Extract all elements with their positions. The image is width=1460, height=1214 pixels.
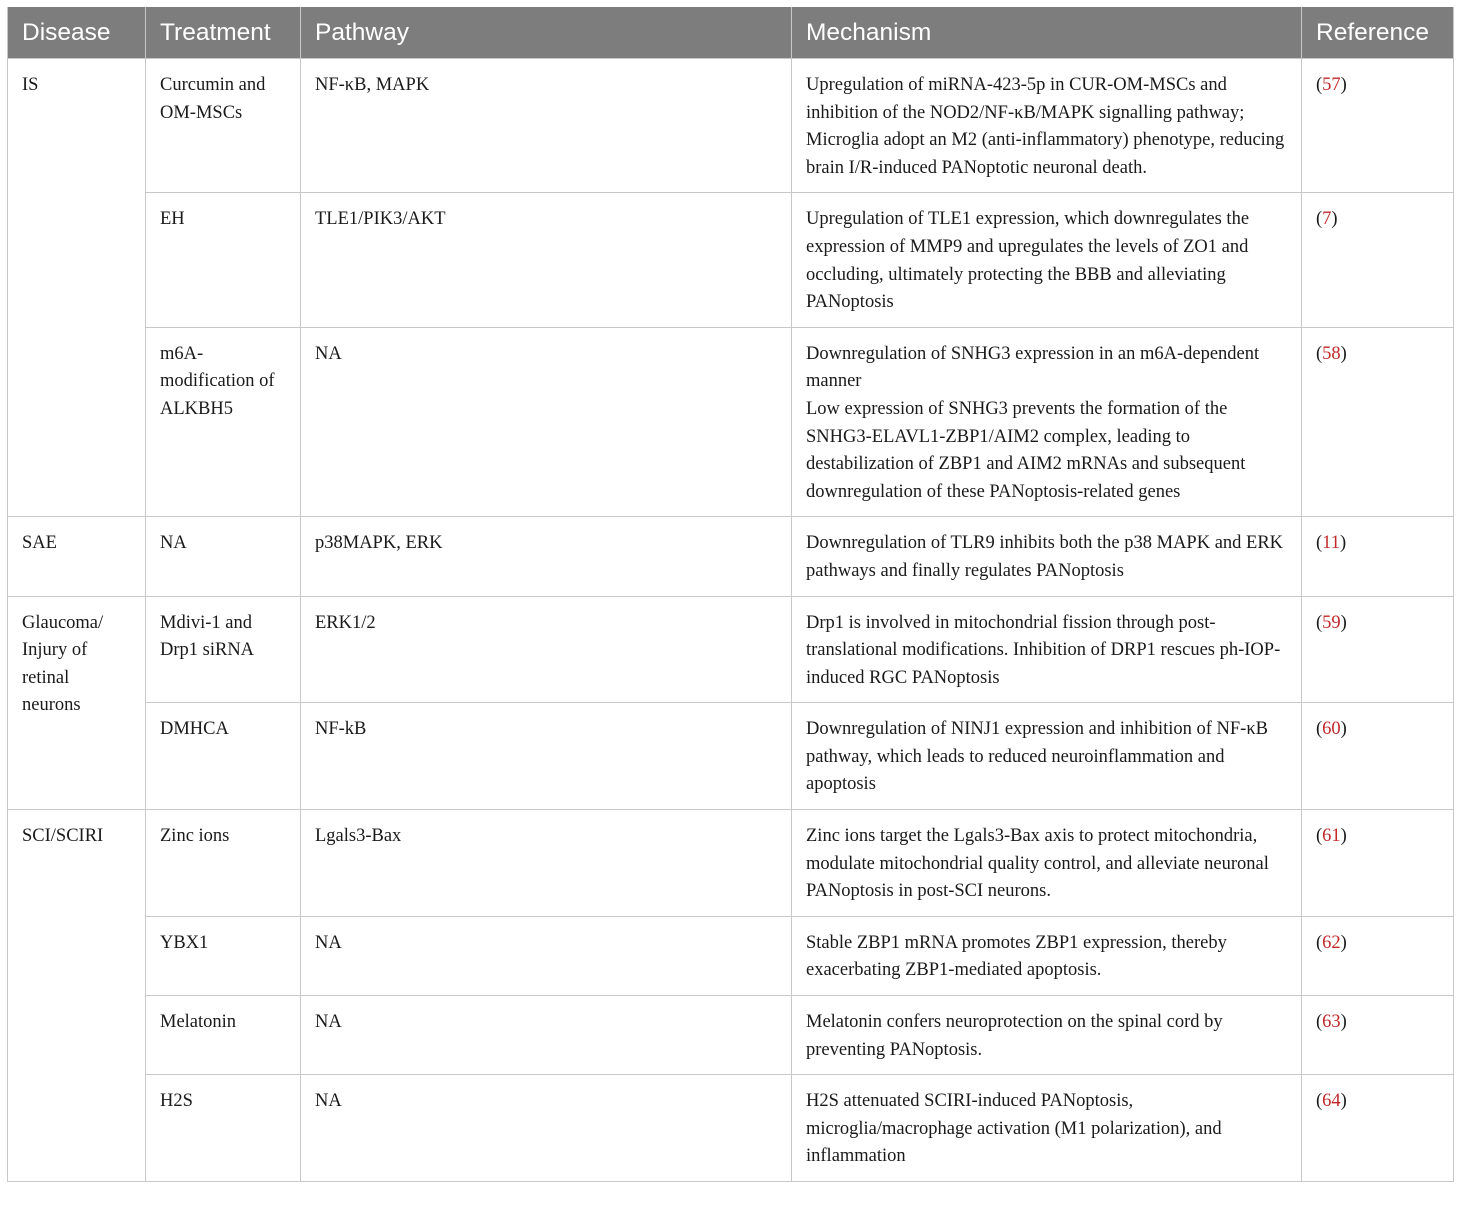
reference-open-paren: ( [1316, 209, 1323, 230]
pathway-cell: NA [301, 1075, 792, 1182]
reference-open-paren: ( [1316, 75, 1323, 95]
reference-cell [1302, 193, 1454, 327]
reference-open-paren: ( [1316, 343, 1323, 364]
reference-close-paren: ) [1340, 75, 1347, 95]
pathway-cell: Lgals3-Bax [301, 810, 792, 917]
mechanism-text: Downregulation of SNHG3 expression in an m6A-dependent manner [806, 343, 1260, 392]
mechanism-cell [792, 1075, 1302, 1182]
pathway-cell: NA [301, 996, 792, 1075]
pathway-cell: NA [301, 327, 792, 517]
reference-link[interactable]: 11 [1322, 533, 1340, 554]
column-header-treatment: Treatment [146, 7, 301, 59]
reference-link[interactable]: 57 [1322, 75, 1341, 95]
mechanism-text: Low expression of SNHG3 prevents the formation of the SNHG3-ELAVL1-ZBP1/AIM2 complex, leading to destabilization of ZBP1 and AIM2 mRNAs and subsequent downregulation of these PANoptosis-related genes [806, 398, 1246, 502]
pathway-cell: NF-kB [301, 703, 792, 810]
mechanism-text: Upregulation of TLE1 expression, which downregulates the expression of MMP9 and upregulates the levels of ZO1 and occluding, ultimately protecting the BBB and alleviating PANoptosis [806, 209, 1250, 313]
table-row [8, 59, 1454, 193]
mechanism-text: Drp1 is involved in mitochondrial fission through post-translational modifications. Inhibition of DRP1 rescues ph-IOP-induced RGC PANoptosis [806, 612, 1281, 688]
reference-close-paren: ) [1340, 826, 1347, 847]
reference-link[interactable]: 63 [1322, 1012, 1341, 1033]
treatment-table [7, 7, 1454, 1182]
reference-cell [1302, 596, 1454, 703]
mechanism-cell [792, 327, 1302, 517]
reference-close-paren: ) [1340, 1012, 1347, 1033]
reference-open-paren: ( [1316, 1091, 1323, 1112]
treatment-cell: m6A-modification of ALKBH5 [146, 327, 301, 517]
reference-close-paren: ) [1340, 1091, 1347, 1112]
pathway-cell: NF-κB, MAPK [301, 59, 792, 193]
reference-close-paren: ) [1340, 533, 1347, 554]
table-container [7, 7, 1453, 1182]
table-row [8, 996, 1454, 1075]
reference-open-paren: ( [1316, 533, 1323, 554]
reference-link[interactable]: 7 [1322, 209, 1332, 230]
pathway-cell: ERK1/2 [301, 596, 792, 703]
table-row [8, 327, 1454, 517]
reference-cell [1302, 517, 1454, 596]
column-header-mechanism: Mechanism [792, 7, 1302, 59]
mechanism-text: Melatonin confers neuroprotection on the spinal cord by preventing PANoptosis. [806, 1012, 1223, 1060]
reference-cell [1302, 916, 1454, 995]
table-row [8, 517, 1454, 596]
column-header-reference: Reference [1302, 7, 1454, 59]
reference-open-paren: ( [1316, 826, 1323, 847]
reference-close-paren: ) [1340, 343, 1347, 364]
table-row [8, 596, 1454, 703]
mechanism-cell [792, 59, 1302, 193]
reference-open-paren: ( [1316, 719, 1323, 740]
disease-cell: Glaucoma/ Injury of retinal neurons [8, 596, 146, 810]
reference-close-paren: ) [1340, 932, 1347, 953]
mechanism-text: Downregulation of TLR9 inhibits both the p38 MAPK and ERK pathways and finally regulates PANoptosis [806, 533, 1284, 581]
mechanism-cell [792, 193, 1302, 327]
mechanism-text: Zinc ions target the Lgals3-Bax axis to protect mitochondria, modulate mitochondrial quality control, and alleviate neuronal PANoptosis in post-SCI neurons. [806, 826, 1269, 902]
reference-close-paren: ) [1340, 612, 1347, 633]
disease-cell: IS [8, 59, 146, 517]
pathway-cell: NA [301, 916, 792, 995]
reference-open-paren: ( [1316, 612, 1323, 633]
reference-close-paren: ) [1331, 209, 1338, 230]
reference-close-paren: ) [1340, 719, 1347, 740]
table-row [8, 703, 1454, 810]
reference-cell [1302, 327, 1454, 517]
reference-cell [1302, 996, 1454, 1075]
mechanism-text: Upregulation of miRNA-423-5p in CUR-OM-MSCs and inhibition of the NOD2/NF-κB/MAPK signalling pathway; Microglia adopt an M2 (anti-inflammatory) phenotype, reducing brain I/R-induced PANoptotic neuronal death. [806, 75, 1285, 178]
reference-link[interactable]: 58 [1322, 343, 1341, 364]
treatment-cell: Melatonin [146, 996, 301, 1075]
table-body [8, 59, 1454, 1182]
reference-link[interactable]: 59 [1322, 612, 1341, 633]
treatment-cell: H2S [146, 1075, 301, 1182]
disease-cell: SAE [8, 517, 146, 596]
mechanism-cell [792, 916, 1302, 995]
reference-link[interactable]: 60 [1322, 719, 1341, 740]
column-header-pathway: Pathway [301, 7, 792, 59]
mechanism-cell [792, 810, 1302, 917]
reference-link[interactable]: 62 [1322, 932, 1341, 953]
pathway-cell: p38MAPK, ERK [301, 517, 792, 596]
treatment-cell: EH [146, 193, 301, 327]
treatment-cell: NA [146, 517, 301, 596]
header-row [8, 7, 1454, 59]
mechanism-cell [792, 703, 1302, 810]
reference-cell [1302, 703, 1454, 810]
treatment-cell: YBX1 [146, 916, 301, 995]
pathway-cell: TLE1/PIK3/AKT [301, 193, 792, 327]
reference-link[interactable]: 61 [1322, 826, 1341, 847]
mechanism-cell [792, 517, 1302, 596]
mechanism-cell [792, 596, 1302, 703]
table-row [8, 193, 1454, 327]
mechanism-text: Stable ZBP1 mRNA promotes ZBP1 expression, thereby exacerbating ZBP1-mediated apoptosis. [806, 932, 1227, 981]
treatment-cell: Mdivi-1 and Drp1 siRNA [146, 596, 301, 703]
table-row [8, 916, 1454, 995]
column-header-disease: Disease [8, 7, 146, 59]
reference-link[interactable]: 64 [1322, 1091, 1341, 1112]
mechanism-text: H2S attenuated SCIRI-induced PANoptosis, microglia/macrophage activation (M1 polarization), and inflammation [806, 1091, 1222, 1167]
table-row [8, 810, 1454, 917]
reference-cell [1302, 59, 1454, 193]
treatment-cell: Zinc ions [146, 810, 301, 917]
reference-open-paren: ( [1316, 1012, 1323, 1033]
disease-cell: SCI/SCIRI [8, 810, 146, 1182]
mechanism-cell [792, 996, 1302, 1075]
treatment-cell: Curcumin and OM-MSCs [146, 59, 301, 193]
reference-cell [1302, 1075, 1454, 1182]
mechanism-text: Downregulation of NINJ1 expression and inhibition of NF-κB pathway, which leads to reduced neuroinflammation and apoptosis [806, 719, 1269, 795]
treatment-cell: DMHCA [146, 703, 301, 810]
reference-open-paren: ( [1316, 932, 1323, 953]
reference-cell [1302, 810, 1454, 917]
table-row [8, 1075, 1454, 1182]
table-header [8, 7, 1454, 59]
